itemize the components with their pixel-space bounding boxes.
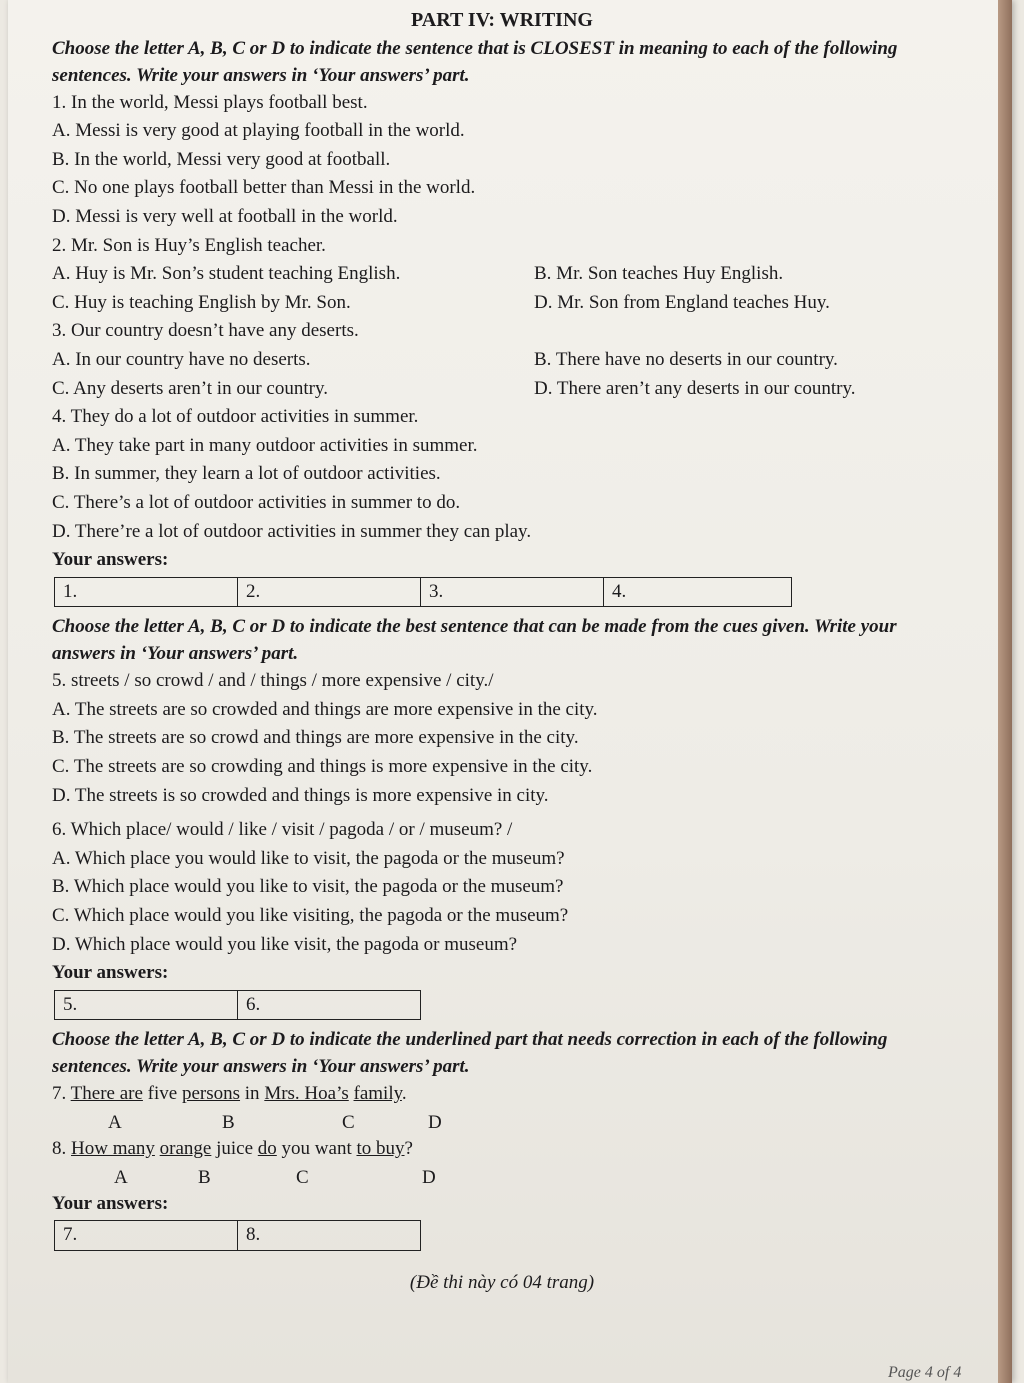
answers-label-2: Your answers: bbox=[52, 962, 169, 984]
q7-number: 7. bbox=[52, 1083, 67, 1105]
q8-part-c: do bbox=[257, 1138, 277, 1159]
q7-part-d: family bbox=[353, 1083, 402, 1105]
section1-instruction: Choose the letter A, B, C or D to indicate the sentence that is CLOSEST in meaning to each of the following sentences. Write your answers in ‘Your answers’ part. bbox=[52, 37, 898, 86]
option-2d: D. Mr. Son from England teaches Huy. bbox=[534, 291, 830, 313]
q8-letter-c: C bbox=[296, 1166, 309, 1188]
answer-cell-7[interactable]: 7. bbox=[55, 1221, 238, 1251]
q8-text-2: juice bbox=[211, 1138, 258, 1159]
section2-instruction: Choose the letter A, B, C or D to indicate the best sentence that can be made from the cues given. Write your answers in ‘Your answers’ part. bbox=[52, 616, 897, 665]
option-6a: A. Which place you would like to visit, the pagoda or the museum? bbox=[52, 847, 565, 869]
answers-label-1: Your answers: bbox=[52, 549, 169, 571]
question-8 bbox=[52, 1135, 952, 1164]
option-3d: D. There aren’t any deserts in our country. bbox=[534, 377, 856, 399]
option-6d: D. Which place would you like visit, the pagoda or museum? bbox=[52, 933, 518, 955]
page-edge bbox=[998, 0, 1012, 1383]
answer-cell-8[interactable]: 8. bbox=[238, 1221, 421, 1251]
page-content bbox=[52, 6, 952, 1297]
option-3b: B. There have no deserts in our country. bbox=[534, 348, 838, 370]
answer-cell-3[interactable]: 3. bbox=[421, 577, 604, 607]
q8-end: ? bbox=[404, 1138, 413, 1159]
option-4d: D. There’re a lot of outdoor activities in summer they can play. bbox=[52, 520, 532, 542]
answer-cell-2[interactable]: 2. bbox=[238, 577, 421, 607]
exam-page bbox=[8, 0, 1012, 1383]
question-6: 6. Which place/ would / like / visit / pagoda / or / museum? / bbox=[52, 819, 513, 841]
q7-letters bbox=[52, 1109, 952, 1135]
option-6c: C. Which place would you like visiting, the pagoda or the museum? bbox=[52, 905, 569, 927]
q8-part-d: to buy bbox=[356, 1138, 405, 1159]
option-6b: B. Which place would you like to visit, the pagoda or the museum? bbox=[52, 876, 564, 898]
q8-part-a: How many bbox=[71, 1138, 155, 1159]
q7-end: . bbox=[401, 1083, 407, 1105]
q7-letter-b: B bbox=[222, 1112, 235, 1133]
option-2c: C. Huy is teaching English by Mr. Son. bbox=[52, 291, 351, 313]
q8-letter-d: D bbox=[422, 1166, 436, 1188]
q8-letters bbox=[52, 1164, 952, 1190]
option-5c: C. The streets are so crowding and things is more expensive in the city. bbox=[52, 756, 593, 778]
q7-part-b: persons bbox=[181, 1083, 241, 1105]
option-4a: A. They take part in many outdoor activities in summer. bbox=[52, 434, 478, 456]
section3-instruction: Choose the letter A, B, C or D to indicate the underlined part that needs correction in each of the following sentences. Write your answers in ‘Your answers’ part. bbox=[52, 1029, 888, 1078]
option-1c: C. No one plays football better than Messi in the world. bbox=[52, 177, 476, 199]
q7-text-1: five bbox=[142, 1083, 182, 1105]
option-3c: C. Any deserts aren’t in our country. bbox=[52, 377, 328, 399]
question-3: 3. Our country doesn’t have any deserts. bbox=[52, 320, 359, 342]
q8-number: 8. bbox=[52, 1138, 67, 1159]
answer-cell-1[interactable]: 1. bbox=[55, 577, 238, 607]
option-3a: A. In our country have no deserts. bbox=[52, 348, 311, 370]
q7-part-a: There are bbox=[70, 1083, 143, 1105]
option-5a: A. The streets are so crowded and things are more expensive in the city. bbox=[52, 698, 598, 720]
option-4b: B. In summer, they learn a lot of outdoor activities. bbox=[52, 463, 441, 485]
option-5b: B. The streets are so crowd and things are more expensive in the city. bbox=[52, 727, 579, 749]
q7-letter-c: C bbox=[342, 1112, 355, 1133]
answer-box-1 bbox=[54, 577, 792, 608]
options-row-3ab bbox=[52, 346, 952, 375]
page-title: PART IV: WRITING bbox=[411, 9, 593, 31]
question-7 bbox=[52, 1080, 952, 1109]
options-row-3cd bbox=[52, 375, 952, 404]
answer-cell-4[interactable]: 4. bbox=[604, 577, 792, 607]
answer-box-3 bbox=[54, 1220, 421, 1251]
answers-label-3: Your answers: bbox=[52, 1192, 169, 1214]
answer-box-2 bbox=[54, 990, 421, 1021]
page-number: Page 4 of 4 bbox=[888, 1364, 962, 1381]
question-2: 2. Mr. Son is Huy’s English teacher. bbox=[52, 234, 326, 256]
option-1b: B. In the world, Messi very good at football. bbox=[52, 148, 391, 170]
answer-cell-6[interactable]: 6. bbox=[238, 990, 421, 1020]
question-4: 4. They do a lot of outdoor activities in summer. bbox=[52, 406, 419, 428]
option-2b: B. Mr. Son teaches Huy English. bbox=[534, 263, 784, 285]
option-1a: A. Messi is very good at playing football in the world. bbox=[52, 120, 465, 142]
q7-part-c: Mrs. Hoa’s bbox=[264, 1083, 349, 1105]
q7-letter-d: D bbox=[428, 1112, 442, 1133]
q7-text-2: in bbox=[240, 1083, 265, 1105]
question-1: 1. In the world, Messi plays football best. bbox=[52, 91, 368, 113]
q8-text-3: you want bbox=[276, 1138, 357, 1159]
options-row-2cd bbox=[52, 289, 952, 318]
options-row-2ab bbox=[52, 260, 952, 289]
q8-letter-b: B bbox=[198, 1166, 211, 1188]
q8-letter-a: A bbox=[114, 1166, 128, 1188]
question-5: 5. streets / so crowd / and / things / more expensive / city./ bbox=[52, 670, 494, 692]
footer-note: (Đề thi này có 04 trang) bbox=[409, 1271, 595, 1293]
q7-letter-a: A bbox=[108, 1112, 122, 1133]
option-1d: D. Messi is very well at football in the world. bbox=[52, 205, 398, 227]
answer-cell-5[interactable]: 5. bbox=[55, 990, 238, 1020]
q8-part-b: orange bbox=[159, 1138, 212, 1159]
option-4c: C. There’s a lot of outdoor activities in summer to do. bbox=[52, 491, 461, 513]
option-2a: A. Huy is Mr. Son’s student teaching English. bbox=[52, 263, 401, 285]
option-5d: D. The streets is so crowded and things is more expensive in city. bbox=[52, 784, 549, 806]
